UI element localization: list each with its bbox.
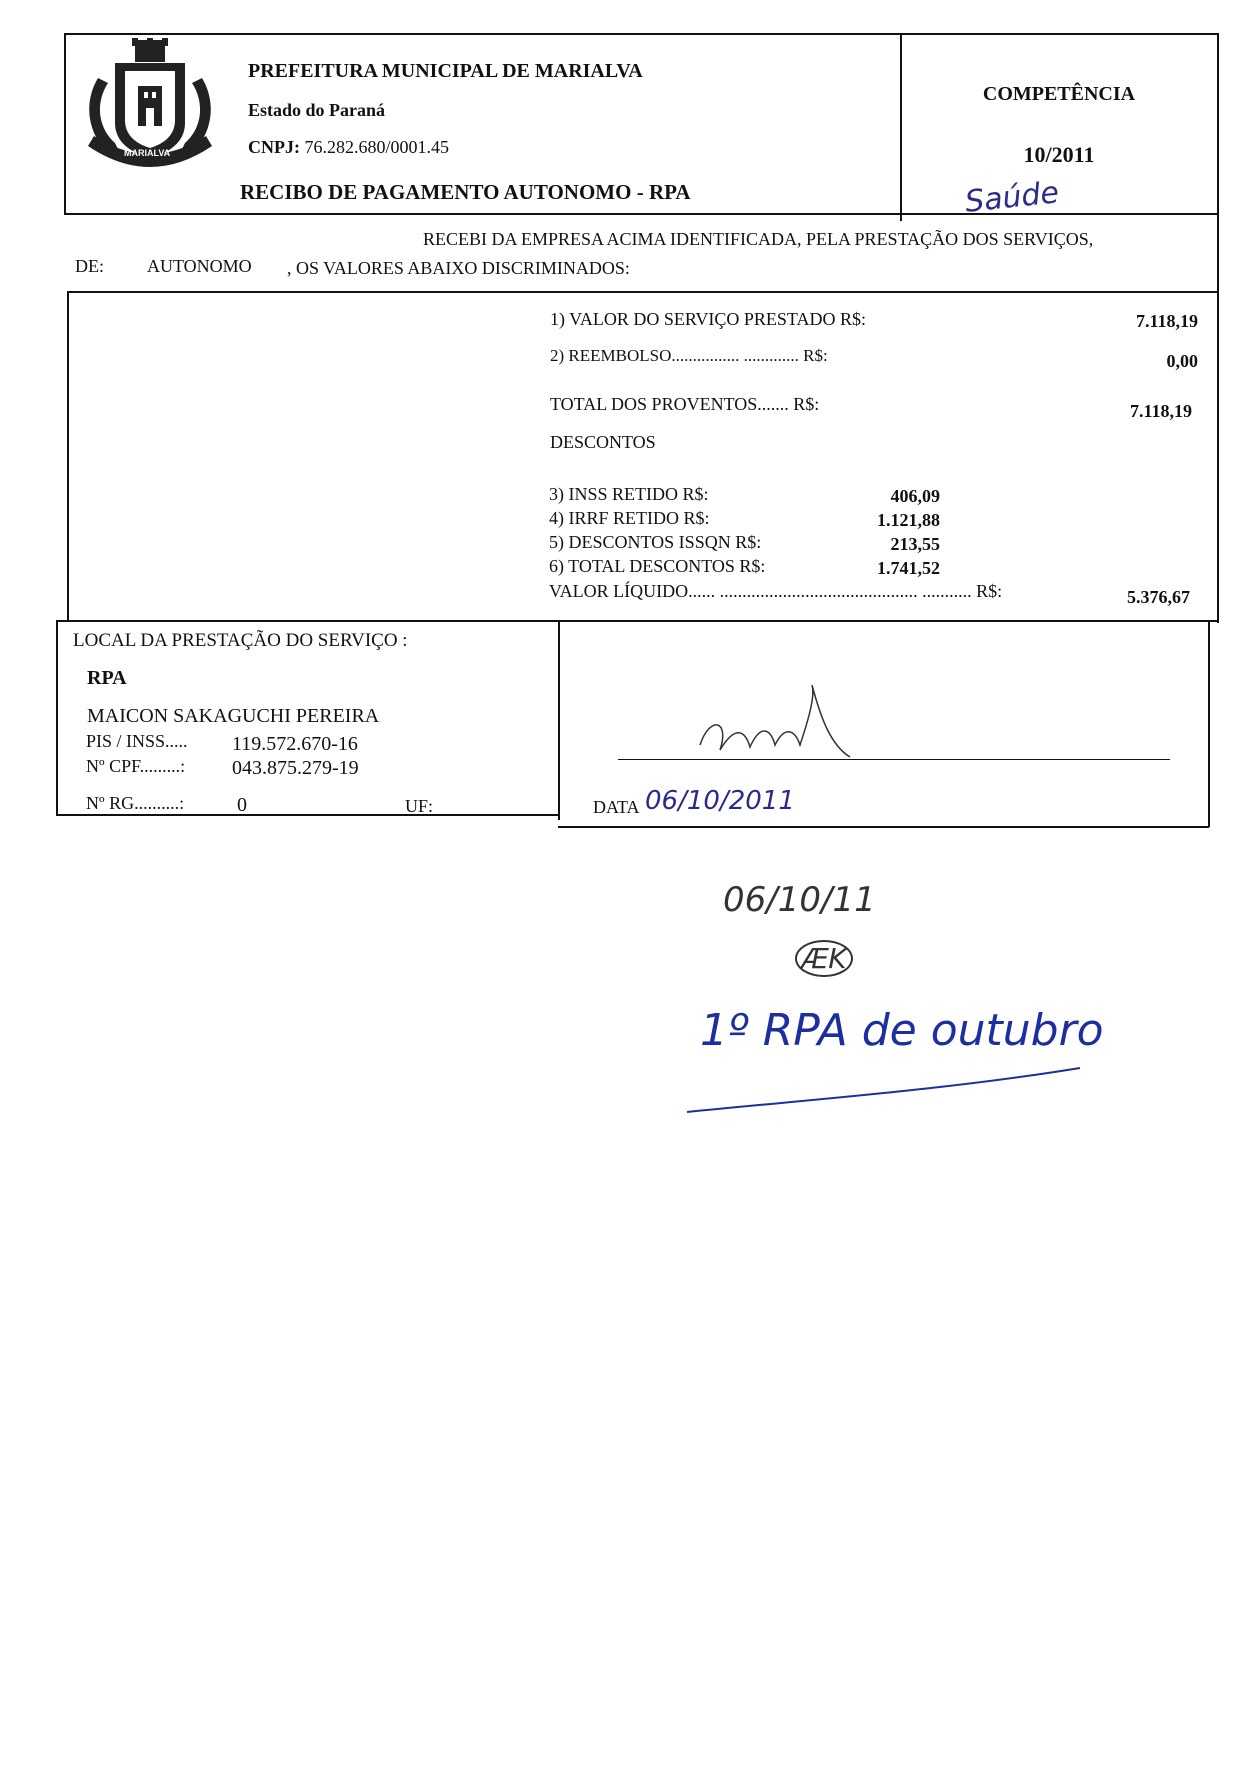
liquido-label: VALOR LÍQUIDO...... ............................................ ........... R$:: [549, 581, 1003, 601]
handwritten-signature-top: Saúde: [963, 175, 1061, 220]
total-proventos-label: TOTAL DOS PROVENTOS....... R$:: [550, 394, 820, 414]
irrf-value: 1.121,88: [877, 510, 940, 530]
de-label: DE:: [75, 256, 104, 276]
municipality-name: PREFEITURA MUNICIPAL DE MARIALVA: [248, 60, 643, 82]
pis-label: PIS / INSS.....: [86, 731, 188, 751]
pis-value: 119.572.670-16: [232, 733, 358, 755]
cnpj-value: 76.282.680/0001.45: [304, 137, 450, 157]
issqn-label: 5) DESCONTOS ISSQN R$:: [549, 532, 762, 552]
top-border: [64, 33, 1218, 35]
rg-value: 0: [237, 794, 247, 816]
statement-line-1: RECEBI DA EMPRESA ACIMA IDENTIFICADA, PELA PRESTAÇÃO DOS SERVIÇOS,: [423, 229, 1094, 249]
right-border-bottom: [1208, 620, 1210, 827]
left-border-top: [64, 33, 66, 213]
left-border-bottom: [56, 620, 58, 815]
right-border: [1217, 33, 1219, 623]
bottom-divider: [558, 620, 560, 820]
provider-name: MAICON SAKAGUCHI PEREIRA: [87, 705, 380, 727]
header-bottom-line: [64, 213, 1218, 215]
servico-label: 1) VALOR DO SERVIÇO PRESTADO R$:: [550, 309, 866, 329]
liquido-value: 5.376,67: [1127, 587, 1190, 607]
inss-label: 3) INSS RETIDO R$:: [549, 484, 709, 504]
local-value: RPA: [87, 667, 127, 689]
irrf-label: 4) IRRF RETIDO R$:: [549, 508, 710, 528]
cnpj-label: CNPJ:: [248, 137, 300, 157]
handwritten-signature-icon: [690, 685, 870, 770]
total-descontos-value: 1.741,52: [877, 558, 940, 578]
note-underline-icon: [685, 1060, 1085, 1120]
local-label: LOCAL DA PRESTAÇÃO DO SERVIÇO :: [73, 630, 408, 651]
statement-line-2: , OS VALORES ABAIXO DISCRIMINADOS:: [287, 258, 630, 278]
cpf-value: 043.875.279-19: [232, 757, 359, 779]
competencia-value: 10/2011: [1023, 142, 1095, 167]
state-name: Estado do Paraná: [248, 100, 386, 120]
reembolso-value: 0,00: [1166, 351, 1198, 371]
competencia-divider: [900, 33, 902, 221]
cpf-label: Nº CPF.........:: [86, 756, 186, 776]
uf-label: UF:: [405, 796, 434, 816]
data-label: DATA: [593, 797, 640, 817]
statement-bottom-line: [68, 291, 1218, 293]
handwritten-date-note: 06/10/11: [723, 880, 876, 920]
de-value: AUTONOMO: [147, 256, 252, 276]
total-descontos-label: 6) TOTAL DESCONTOS R$:: [549, 556, 766, 576]
reembolso-label: 2) REEMBOLSO................ ............. R$:: [550, 346, 828, 365]
bottom-left-line: [56, 814, 559, 816]
data-value: 06/10/2011: [645, 786, 795, 816]
rg-label: Nº RG..........:: [86, 793, 185, 813]
values-bottom-line: [58, 620, 1218, 622]
issqn-value: 213,55: [890, 534, 940, 554]
competencia-label: COMPETÊNCIA: [982, 83, 1136, 105]
bottom-right-line: [558, 826, 1209, 828]
document-title: RECIBO DE PAGAMENTO AUTONOMO - RPA: [240, 180, 691, 204]
left-border-mid: [67, 291, 69, 621]
seal-text: MARIALVA: [124, 148, 171, 158]
handwritten-initials: ÆK: [795, 940, 853, 977]
municipal-seal: [80, 38, 220, 178]
handwritten-note: 1º RPA de outubro: [700, 1005, 1104, 1056]
servico-value: 7.118,19: [1135, 311, 1198, 331]
inss-value: 406,09: [890, 486, 940, 506]
total-proventos-value: 7.118,19: [1129, 401, 1192, 421]
descontos-label: DESCONTOS: [550, 432, 656, 452]
cnpj-line: [248, 137, 449, 158]
